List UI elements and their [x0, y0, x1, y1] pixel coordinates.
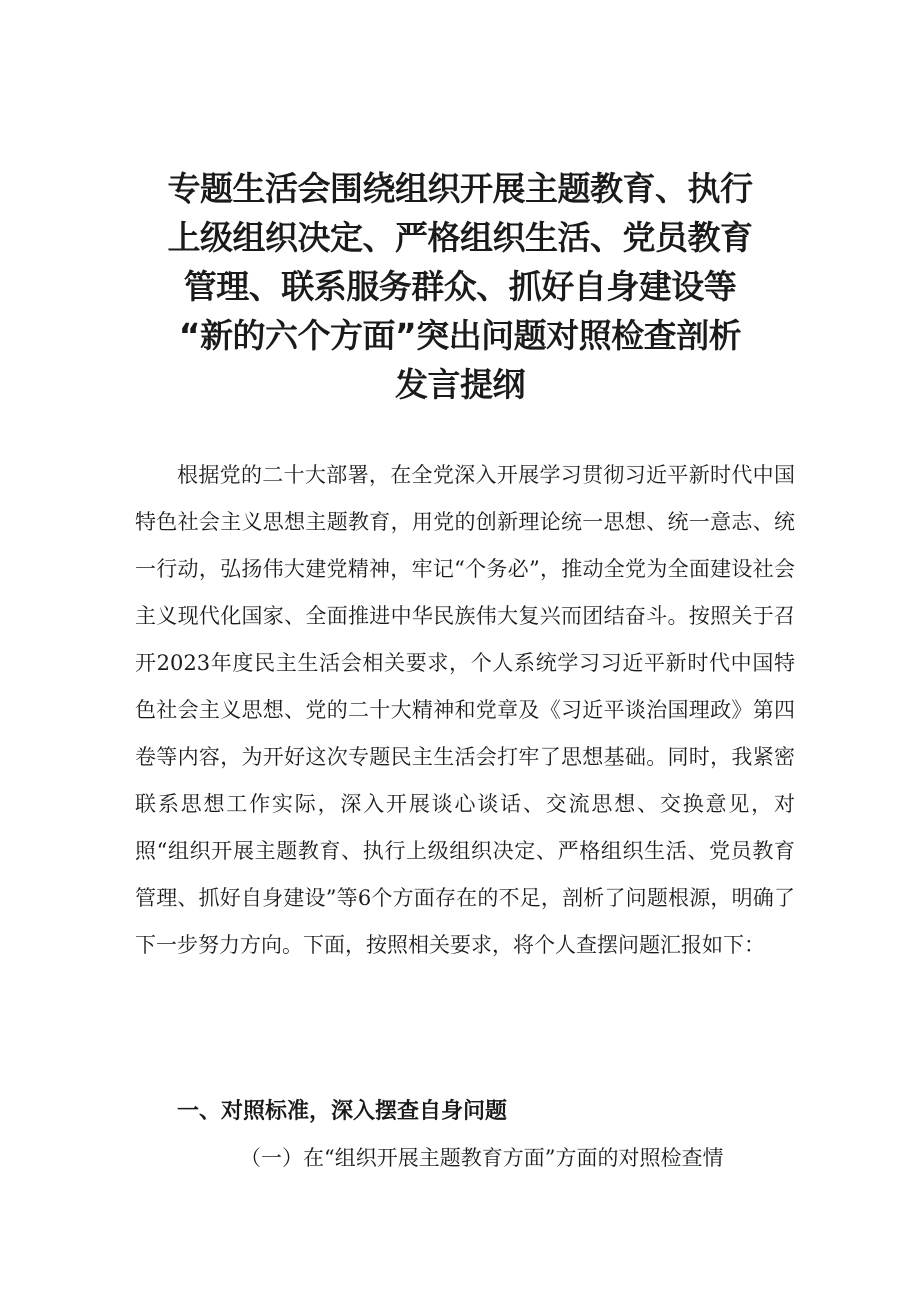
document-title — [130, 164, 790, 409]
title-line-2: 上级组织决定、严格组织生活、党员教育 — [167, 218, 753, 257]
section-heading: 一、对照标准，深入摆查自身问题 — [177, 1099, 508, 1124]
title-line-1: 专题生活会围绕组织开展主题教育、执行 — [167, 169, 753, 208]
subsection-heading: （一）在“组织开展主题教育方面”方面的对照检查情 — [240, 1146, 724, 1170]
intro-paragraph: 根据党的二十大部署，在全党深入开展学习贯彻习近平新时代中国特色社会主义思想主题教育，用党的创新理论统一思想、统一意志、统一行动，弘扬伟大建党精神，牢记“个务必”，推动全党为全面建设社会主义现代化国家、全面推进中华民族伟大复兴而团结奋斗。按照关于召开2023年度民主生活会相关要求，个人系统学习习近平新时代中国特色社会主义思想、党的二十大精神和党章及《习近平谈治国理政》第四卷等内容，为开好这次专题民主生活会打牢了思想基础。同时，我紧密联系思想工作实际，深入开展谈心谈话、交流思想、交换意见，对照“组织开展主题教育、执行上级组织决定、严格组织生活、党员教育管理、抓好自身建设”等6个方面存在的不足，剖析了问题根源，明确了下一步努力方向。下面，按照相关要求，将个人查摆问题汇报如下： — [135, 463, 795, 957]
title-line-3: 管理、联系服务群众、抓好自身建设等 — [183, 267, 737, 306]
title-line-4: “新的六个方面”突出问题对照检查剖析 — [178, 316, 742, 355]
title-line-5: 发言提纲 — [395, 365, 525, 404]
